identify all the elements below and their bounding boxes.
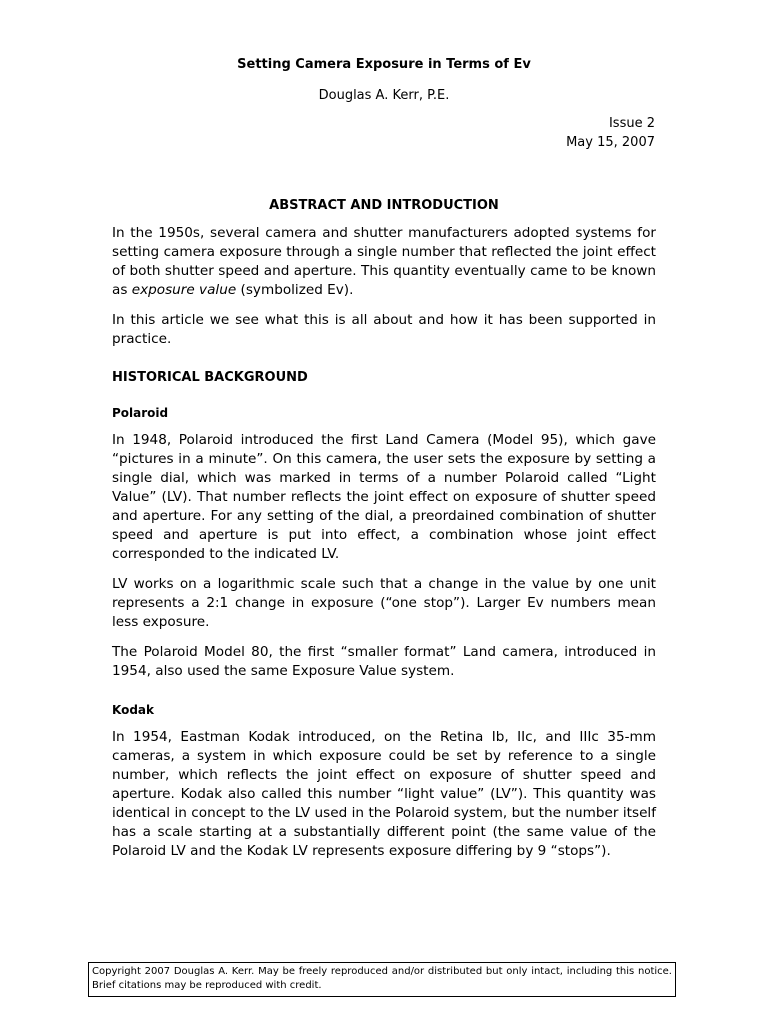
kodak-paragraph-1: In 1954, Eastman Kodak introduced, on the Retina Ib, IIc, and IIIc 35-mm cameras, a system in which exposure could be set by reference to a single number, which reflects the joint effect on exposure of shutter speed and aperture. Kodak also called this number “light value” (LV”). This quantity was identical in concept to the LV used in the Polaroid system, but the number itself has a scale starting at a substantially different point (the same value of the Polaroid LV and the Kodak LV represents exposure differing by 9 “stops”).	[112, 729, 656, 859]
polaroid-paragraph-3: The Polaroid Model 80, the first “smaller format” Land camera, introduced in 1954, also used the same Exposure Value system.	[112, 644, 656, 679]
abstract-heading: ABSTRACT AND INTRODUCTION	[269, 198, 499, 213]
document-title: Setting Camera Exposure in Terms of Ev	[237, 57, 531, 72]
issue-number: Issue 2	[608, 116, 655, 131]
copyright-notice: Copyright 2007 Douglas A. Kerr. May be freely reproduced and/or distributed but only intact, including this notice. Brief citations may be reproduced with credit.	[88, 962, 676, 997]
issue-date: May 15, 2007	[566, 135, 655, 150]
exposure-value-term: exposure value	[131, 282, 237, 298]
polaroid-paragraph-1: In 1948, Polaroid introduced the first Land Camera (Model 95), which gave “pictures in a minute”. On this camera, the user sets the exposure by setting a single dial, which was marked in terms of a number Polaroid called “Light Value” (LV). That number reflects the joint effect on exposure of shutter speed and aperture. For any setting of the dial, a preordained combination of shutter speed and aperture is put into effect, a combination whose joint effect corresponded to the indicated LV.	[112, 432, 656, 562]
historical-heading: HISTORICAL BACKGROUND	[112, 370, 308, 385]
abstract-paragraph-1	[112, 224, 656, 300]
abstract-paragraph-1-end: (symbolized Ev).	[236, 282, 354, 298]
abstract-paragraph-2: In this article we see what this is all about and how it has been supported in practice.	[112, 312, 656, 347]
kodak-heading: Kodak	[112, 703, 154, 717]
abstract-paragraph-1-start: In the 1950s, several camera and shutter manufacturers adopted systems for setting camera exposure through a single number that reflected the joint effect of both shutter speed and aperture. This quantity eventually came to be known as	[112, 225, 656, 298]
polaroid-paragraph-2: LV works on a logarithmic scale such that a change in the value by one unit represents a 2:1 change in exposure (“one stop”). Larger Ev numbers mean less exposure.	[112, 576, 656, 630]
document-author: Douglas A. Kerr, P.E.	[318, 88, 450, 103]
issue-block	[566, 114, 655, 152]
polaroid-heading: Polaroid	[112, 406, 169, 420]
